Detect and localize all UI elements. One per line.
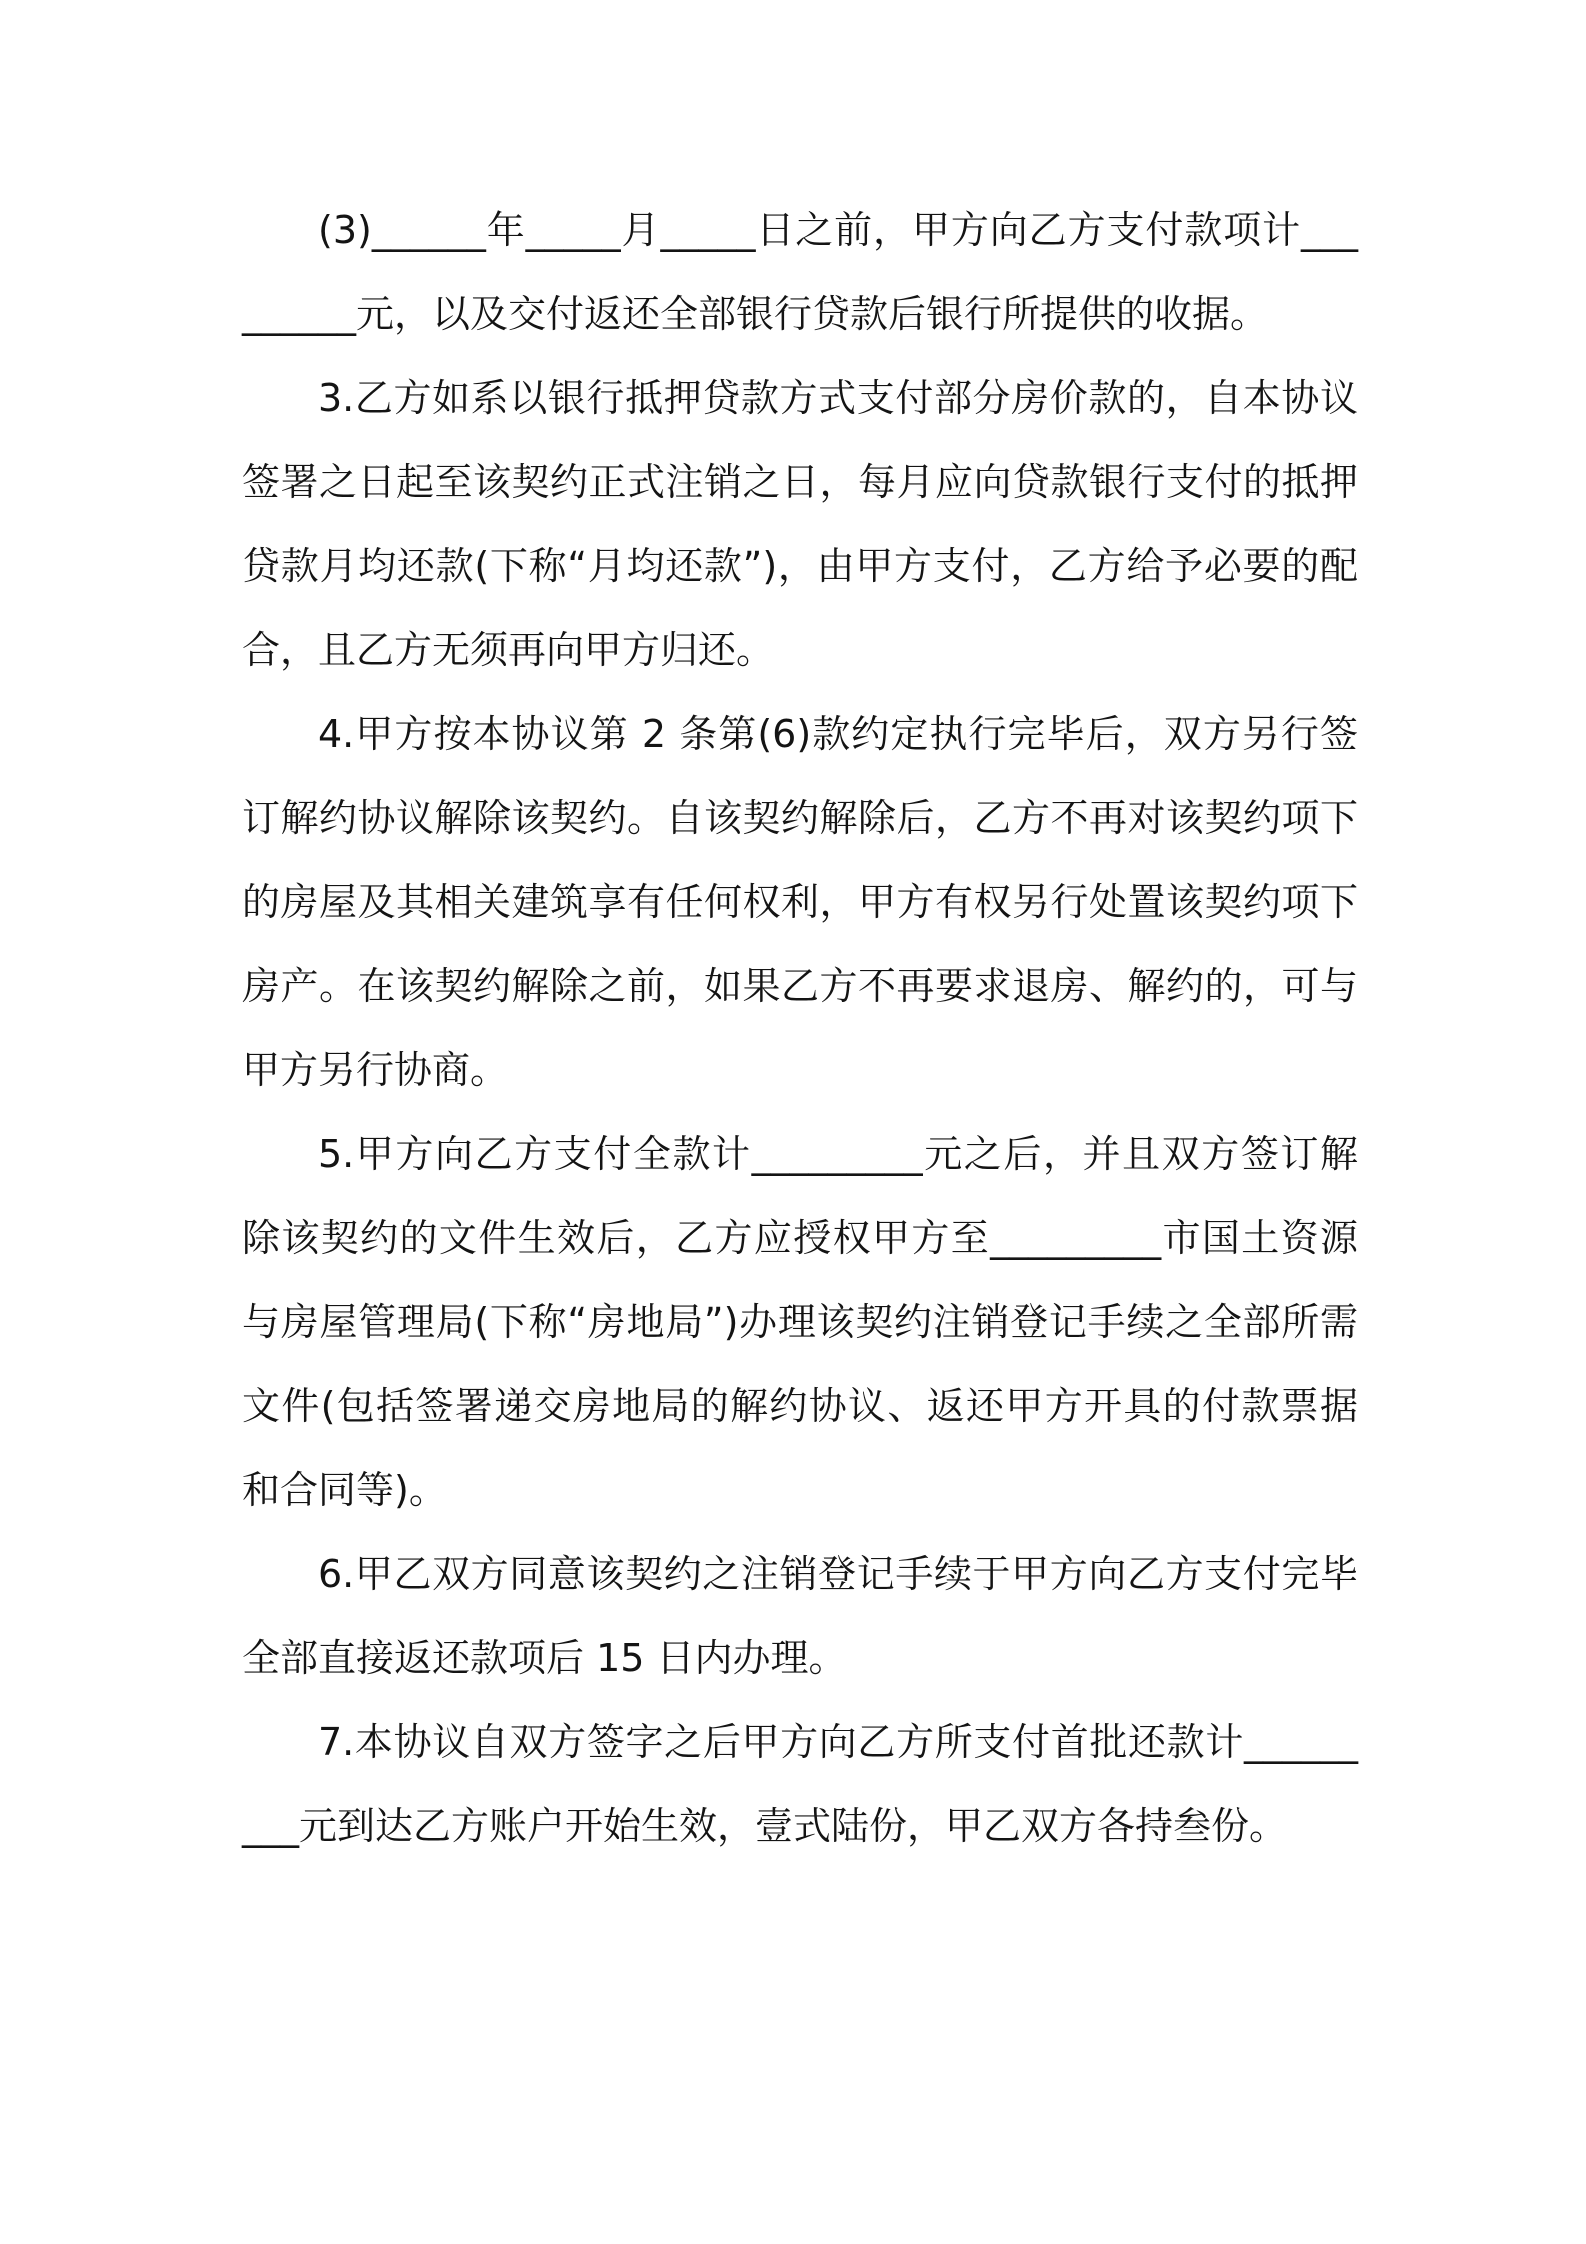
clause-6: 6.甲乙双方同意该契约之注销登记手续于甲方向乙方支付完毕全部直接返还款项后 15 日内办理。 — [242, 1552, 1358, 1680]
clause-4: 4.甲方按本协议第 2 条第(6)款约定执行完毕后，双方另行签订解约协议解除该契约。自该契约解除后，乙方不再对该契约项下的房屋及其相关建筑享有任何权利，甲方有权另行处置该契约项下房产。在该契约解除之前，如果乙方不再要求退房、解约的，可与甲方另行协商。 — [242, 712, 1358, 1092]
clause-3: 3.乙方如系以银行抵押贷款方式支付部分房价款的，自本协议签署之日起至该契约正式注销之日，每月应向贷款银行支付的抵押贷款月均还款(下称“月均还款”)，由甲方支付，乙方给予必要的配合，且乙方无须再向甲方归还。 — [242, 376, 1358, 672]
document-body — [242, 188, 1358, 1868]
clause-3-sub-3: (3)______年_____月_____日之前，甲方向乙方支付款项计_________元，以及交付返还全部银行贷款后银行所提供的收据。 — [242, 208, 1358, 336]
clause-5: 5.甲方向乙方支付全款计_________元之后，并且双方签订解除该契约的文件生效后，乙方应授权甲方至_________市国土资源与房屋管理局(下称“房地局”)办理该契约注销登记手续之全部所需文件(包括签署递交房地局的解约协议、返还甲方开具的付款票据和合同等)。 — [242, 1132, 1358, 1512]
clause-7: 7.本协议自双方签字之后甲方向乙方所支付首批还款计_________元到达乙方账户开始生效，壹式陆份，甲乙双方各持叁份。 — [242, 1720, 1358, 1848]
